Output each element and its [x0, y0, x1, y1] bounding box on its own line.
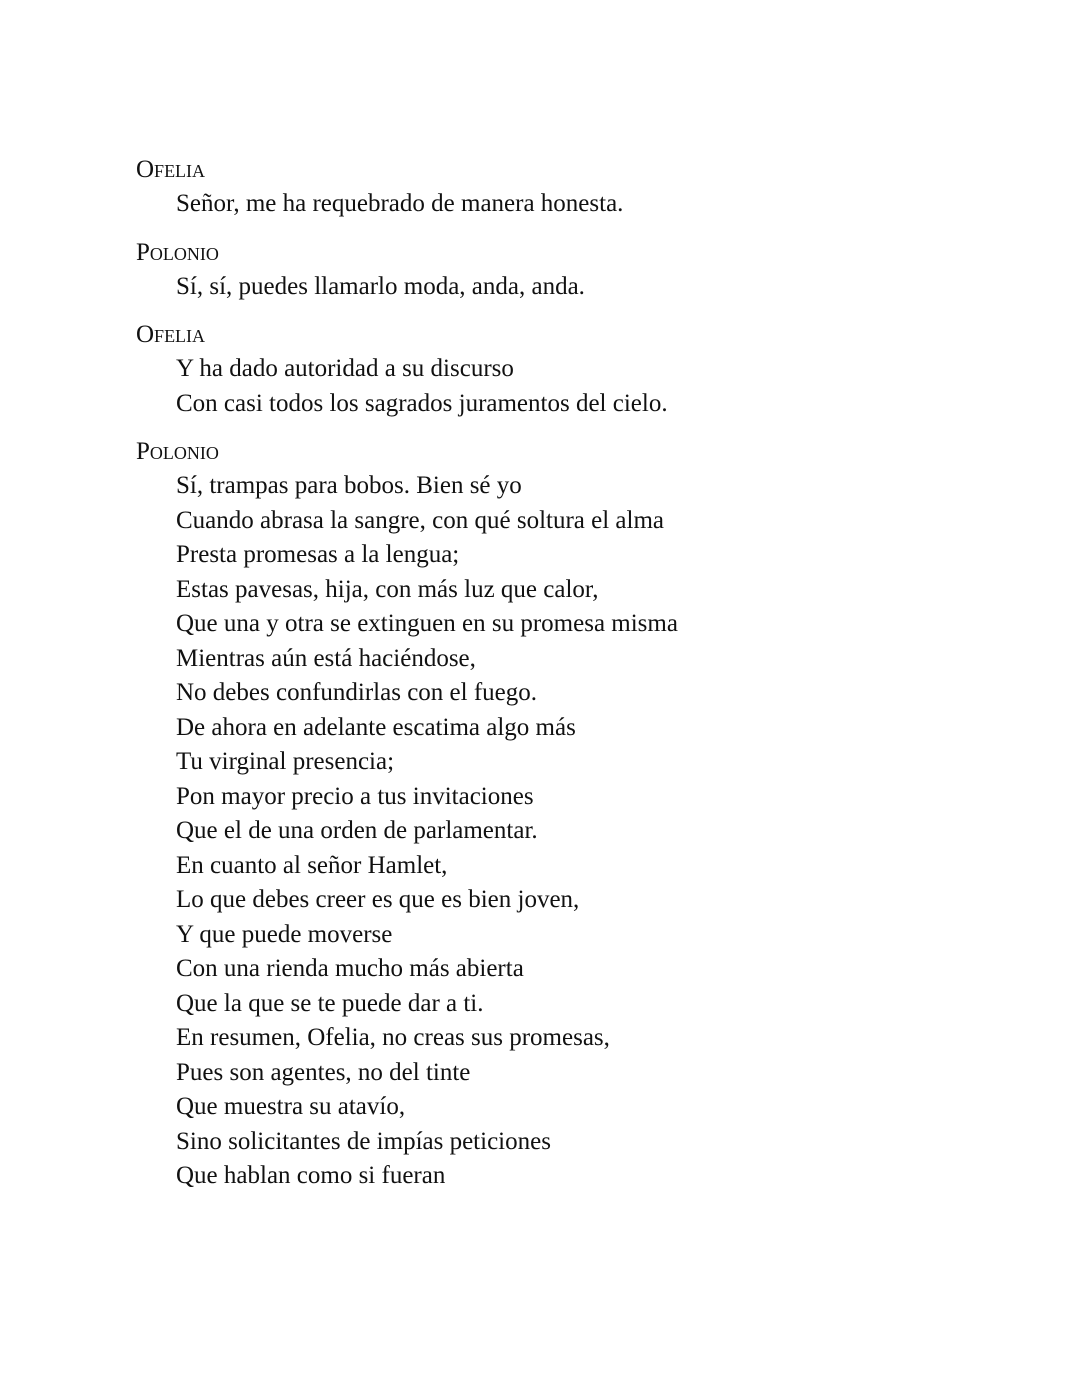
speech-block: [136, 435, 996, 1194]
verse-line: Que el de una orden de parlamentar.: [176, 817, 538, 844]
verse-line: Señor, me ha requebrado de manera honesta.: [176, 190, 624, 217]
speech-lines: [136, 352, 996, 421]
speech-lines: [136, 187, 996, 222]
play-script: [136, 153, 996, 1208]
speaker-name: Polonio: [136, 238, 219, 266]
verse-line: Y ha dado autoridad a su discurso: [176, 355, 514, 382]
verse-line: En resumen, Ofelia, no creas sus promesas,: [176, 1024, 610, 1051]
verse-line: De ahora en adelante escatima algo más: [176, 713, 576, 741]
verse-line: Tu virginal presencia;: [176, 748, 395, 775]
speaker-name: Ofelia: [136, 321, 206, 348]
verse-line: Presta promesas a la lengua;: [176, 541, 460, 568]
verse-line: Estas pavesas, hija, con más luz que calor,: [176, 575, 599, 603]
speech-lines: [136, 469, 996, 1194]
verse-line: En cuanto al señor Hamlet,: [176, 851, 448, 879]
verse-line: Sí, sí, puedes llamarlo moda, anda, anda.: [176, 272, 585, 300]
speaker-name: Polonio: [136, 438, 219, 465]
speech-block: [136, 236, 996, 305]
verse-line: Que hablan como si fueran: [176, 1162, 446, 1189]
verse-line: Que una y otra se extinguen en su promesa misma: [176, 610, 678, 637]
speech-lines: [136, 270, 996, 305]
verse-line: Mientras aún está haciéndose,: [176, 644, 476, 672]
speaker-name: Ofelia: [136, 156, 206, 183]
verse-line: Con casi todos los sagrados juramentos del cielo.: [176, 389, 668, 417]
verse-line: Sino solicitantes de impías peticiones: [176, 1127, 551, 1155]
verse-line: Sí, trampas para bobos. Bien sé yo: [176, 472, 522, 499]
verse-line: Pon mayor precio a tus invitaciones: [176, 782, 534, 810]
verse-line: Y que puede moverse: [176, 920, 393, 948]
verse-line: Pues son agentes, no del tinte: [176, 1058, 471, 1086]
verse-line: Con una rienda mucho más abierta: [176, 955, 524, 982]
verse-line: No debes confundirlas con el fuego.: [176, 679, 537, 706]
verse-line: Lo que debes creer es que es bien joven,: [176, 886, 580, 913]
verse-line: Que muestra su atavío,: [176, 1093, 406, 1120]
speech-block: [136, 153, 996, 222]
verse-line: Que la que se te puede dar a ti.: [176, 989, 484, 1017]
verse-line: Cuando abrasa la sangre, con qué soltura el alma: [176, 506, 665, 534]
speech-block: [136, 318, 996, 421]
